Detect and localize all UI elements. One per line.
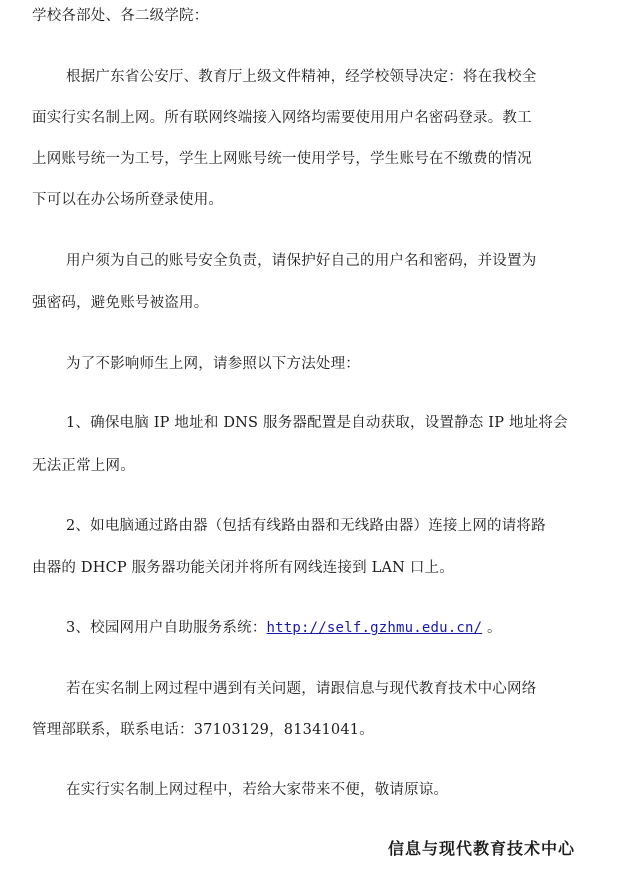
paragraph-2-line-1: 用户须为自己的账号安全负责，请保护好自己的用户名和密码，并设置为 xyxy=(66,253,537,269)
item-1-line-1: 1、确保电脑 IP 地址和 DNS 服务器配置是自动获取，设置静态 IP 地址将会 xyxy=(66,415,568,431)
signature: 信息与现代教育技术中心 xyxy=(388,839,576,858)
closing-line: 在实行实名制上网过程中，若给大家带来不便，敬请原谅。 xyxy=(66,782,449,798)
self-service-link[interactable]: http://self.gzhmu.edu.cn/ xyxy=(266,620,483,636)
paragraph-1-line-1: 根据广东省公安厅、教育厅上级文件精神，经学校领导决定：将在我校全 xyxy=(66,69,537,85)
paragraph-1-line-4: 下可以在办公场所登录使用。 xyxy=(32,192,224,208)
item-3-line xyxy=(66,618,607,638)
item-3-prefix: 3、校园网用户自助服务系统： xyxy=(66,620,267,636)
contact-line-1: 若在实名制上网过程中遇到有关问题，请跟信息与现代教育技术中心网络 xyxy=(66,681,537,697)
contact-line-2: 管理部联系，联系电话：37103129，81341041。 xyxy=(32,722,374,738)
paragraph-3-line-1: 为了不影响师生上网，请参照以下方法处理： xyxy=(66,356,360,372)
item-1-line-2: 无法正常上网。 xyxy=(32,458,135,474)
paragraph-2-line-2: 强密码，避免账号被盗用。 xyxy=(32,295,209,311)
paragraph-1-line-2: 面实行实名制上网。所有联网终端接入网络均需要使用用户名密码登录。教工 xyxy=(32,110,532,126)
salutation: 学校各部处、各二级学院： xyxy=(32,8,209,24)
paragraph-1-line-3: 上网账号统一为工号，学生上网账号统一使用学号，学生账号在不缴费的情况 xyxy=(32,151,532,167)
item-2-line-2: 由器的 DHCP 服务器功能关闭并将所有网线连接到 LAN 口上。 xyxy=(32,560,454,576)
item-3-suffix: 。 xyxy=(482,620,502,636)
item-2-line-1: 2、如电脑通过路由器（包括有线路由器和无线路由器）连接上网的请将路 xyxy=(66,518,546,534)
